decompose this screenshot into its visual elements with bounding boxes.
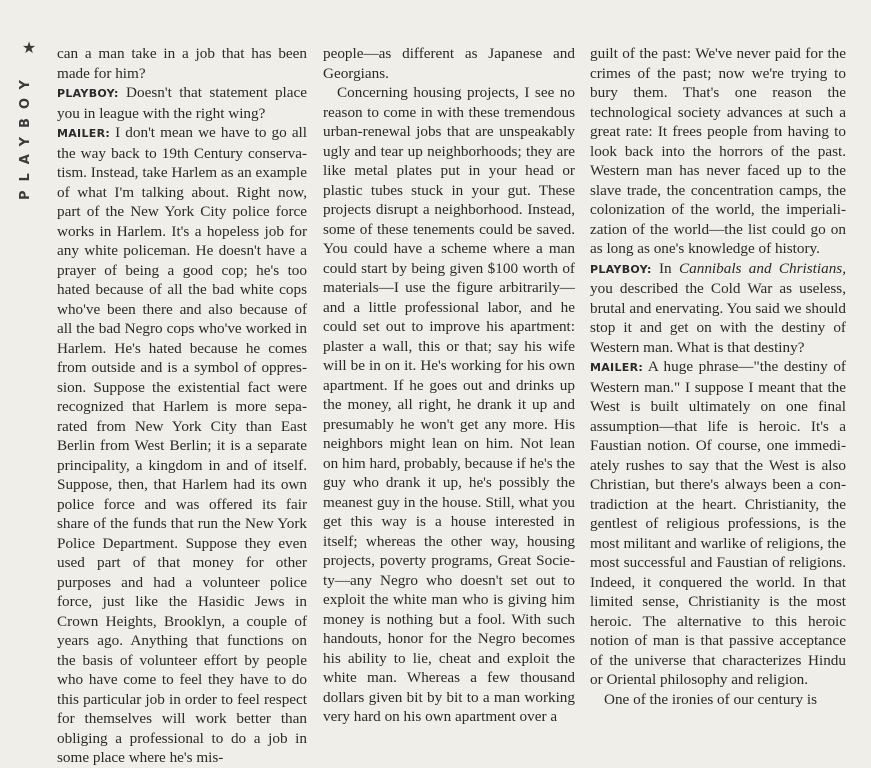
rabbit-star-icon: ★ bbox=[21, 38, 37, 57]
speaker-label: PLAYBOY: bbox=[57, 87, 119, 100]
paragraph bbox=[590, 690, 846, 710]
masthead bbox=[18, 40, 40, 200]
paragraph-text: Concerning housing projects, I see no reason to come in with these tremendous urban-renewal jobs that are unspeakably ugly and tear up neighborhoods; they are like metal plates put in your head or plastic tubes stuck in your gut. These projects disrupt a neighborhood. Instead, some of these tenements could be saved. You could have a scheme where a man could start by being given $100 worth of materials—I use the figure arbitrarily—and a little professional labor, and he could set out to improve his apartment: plaster a wall, this or that; say his wife will be in on it. He's working for his own apartment. If he goes out and drinks up the money, all right, he drank it up and presumably he won't get any more. His neighbors might lean on him. Not lean on him hard, probably, because if he's the guy who drank it up, he's possibly the meanest guy in the house. Still, what you get this way is a house interested in itself; whereas the other way, housing projects, poverty programs, Great Society—any Negro who doesn't set out to exploit the white man who is giving him money is nothing but a fool. With such handouts, honor for the Negro becomes his ability to lie, cheat and exploit the white man. Whereas a few thousand dollars given bit by bit to a man working very hard on his own apartment over a bbox=[323, 84, 575, 725]
magazine-logo: PLAYBOY bbox=[18, 71, 33, 201]
paragraph bbox=[323, 44, 575, 83]
paragraph-text: One of the ironies of our century is bbox=[604, 690, 817, 708]
paragraph bbox=[590, 44, 846, 259]
paragraph bbox=[57, 83, 307, 123]
paragraph-text: you described the Cold War as useless, brutal and enervating. You said we should stop it and get on with the destiny of Western man. What is that destiny? bbox=[590, 280, 846, 356]
text-column-2 bbox=[323, 44, 575, 727]
text-column-1 bbox=[57, 44, 307, 768]
paragraph-text: people—as different as Japanese and Georgians. bbox=[323, 45, 575, 82]
paragraph-text: guilt of the past: We've never paid for the crimes of the past; now we're trying to bury them. That's one reason the technological society advances at such a great rate: It frees people from having to look back into the horrors of the past. Western man has never faced up to the slave trade, the concentration camps, the colonization of the world, the imperialization of the world—the list could go on as long as one's knowledge of history. bbox=[590, 45, 846, 257]
speaker-label: MAILER: bbox=[590, 361, 644, 374]
text-column-3 bbox=[590, 44, 846, 709]
paragraph-text: I don't mean we have to go all the way back to 19th Century conservatism. Instead, take Harlem as an example of what I'm talking about. Right now, part of the New York City police force works in Harlem. It's a hopeless job for any white policeman. He doesn't have a prayer of being a good cop; he's too hated because of all the bad white cops who've been there and also because of all the bad Negro cops who've worked in Harlem. He's hated because he comes from outside and is a symbol of oppression. Suppose the existential fact were recognized that Harlem is more separated from New York City than East Berlin from West Berlin; it is a separate principality, a kingdom in and of itself. Suppose, then, that Harlem had its own police force and was offered its fair share of the funds that run the New York Police Department. Suppose they even used part of that money for other purposes and had a volunteer police force, just like the Hasidic Jews in Crown Heights, Brooklyn, a couple of years ago. Anything that functions on the basis of volunteer effort by people who have come to feel they have to do this particular job in order to feel respect for themselves will work better than obliging a professional to do a job in some place where he's mis- bbox=[57, 124, 307, 766]
paragraph bbox=[57, 123, 307, 768]
paragraph bbox=[590, 259, 846, 358]
paragraph bbox=[590, 357, 846, 690]
paragraph bbox=[57, 44, 307, 83]
paragraph-text-lead: In bbox=[659, 259, 679, 277]
paragraph-text: can a man take in a job that has been made for him? bbox=[57, 45, 307, 82]
paragraph bbox=[323, 83, 575, 727]
paragraph-text: A huge phrase—"the destiny of Western man." I suppose I meant that the West is built ultimately on one final assumption—that life is heroic. It's a Faustian notion. Of course, one immediately rushes to say that the West is also Christian, but there's always been a contradiction at the heart. Christianity, the gentlest of religious professions, is the most militant and warlike of religions, the most successful and Faustian of religions. Indeed, it conquered the world. In that limited sense, Christianity is the most heroic. The alternative to this heroic notion of man is that passive acceptance of the universe that characterizes Hindu or Oriental philosophy and religion. bbox=[590, 358, 846, 688]
speaker-label: MAILER: bbox=[57, 127, 111, 140]
paragraph-text: Doesn't that statement place you in league with the right wing? bbox=[57, 84, 307, 122]
speaker-label: PLAYBOY: bbox=[590, 262, 652, 276]
book-title: Cannibals and Christians, bbox=[679, 259, 847, 277]
